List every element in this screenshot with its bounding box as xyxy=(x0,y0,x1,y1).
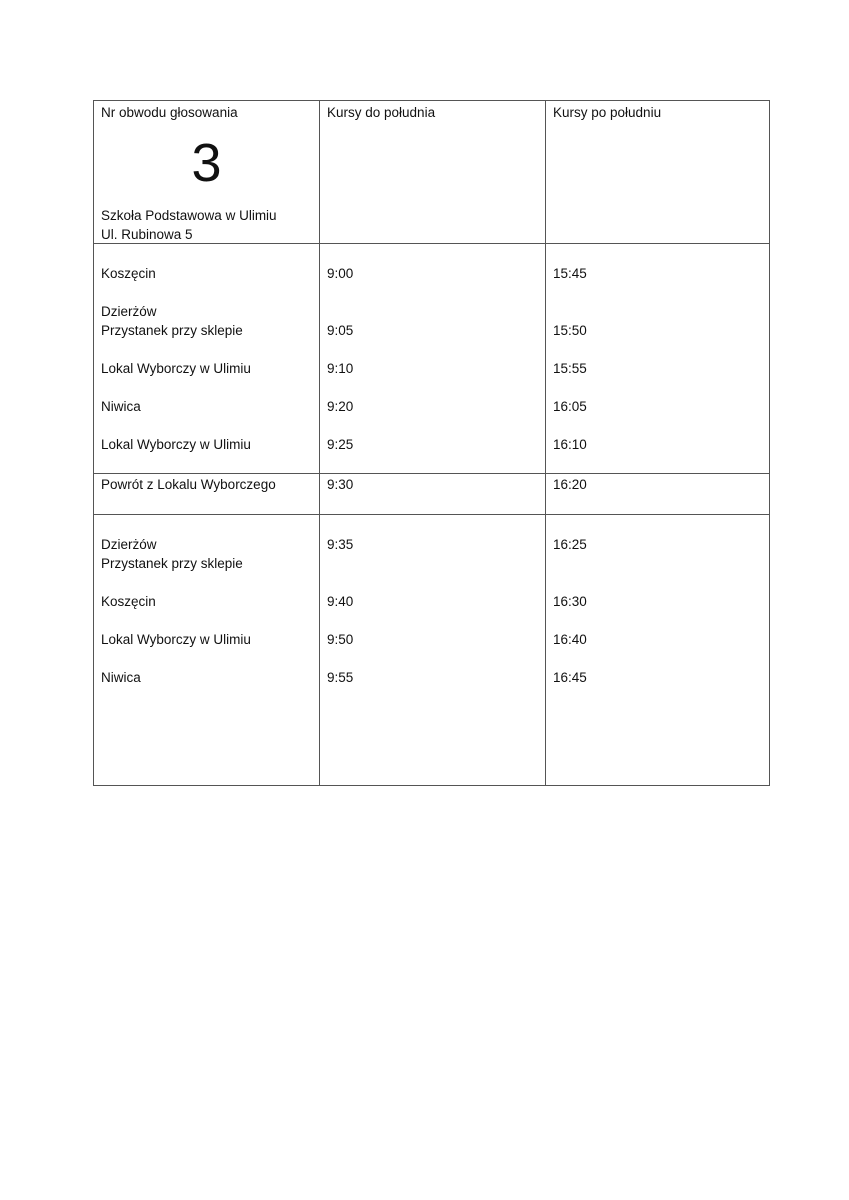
row-divider xyxy=(94,514,769,515)
morning-time: 9:05 xyxy=(327,323,354,338)
school-address: Ul. Rubinowa 5 xyxy=(101,227,193,242)
stop-name: Koszęcin xyxy=(101,266,156,281)
morning-time: 9:20 xyxy=(327,399,354,414)
district-label: Nr obwodu głosowania xyxy=(101,105,238,120)
return-afternoon-time: 16:20 xyxy=(553,477,587,492)
school-name: Szkoła Podstawowa w Ulimiu xyxy=(101,208,277,223)
afternoon-time: 16:40 xyxy=(553,632,587,647)
morning-time: 9:25 xyxy=(327,437,354,452)
stop-detail: Przystanek przy sklepie xyxy=(101,323,243,338)
afternoon-time: 16:10 xyxy=(553,437,587,452)
morning-header: Kursy do południa xyxy=(327,105,436,120)
column-divider xyxy=(319,101,320,785)
row-divider xyxy=(94,243,769,244)
morning-time: 9:00 xyxy=(327,266,354,281)
afternoon-header: Kursy po południu xyxy=(553,105,662,120)
afternoon-time: 16:25 xyxy=(553,537,587,552)
stop-detail: Przystanek przy sklepie xyxy=(101,556,243,571)
morning-time: 9:35 xyxy=(327,537,354,552)
morning-time: 9:40 xyxy=(327,594,354,609)
return-stop-name: Powrót z Lokalu Wyborczego xyxy=(101,477,276,492)
morning-time: 9:55 xyxy=(327,670,354,685)
stop-name: Koszęcin xyxy=(101,594,156,609)
return-morning-time: 9:30 xyxy=(327,477,354,492)
stop-name: Niwica xyxy=(101,399,141,414)
stop-name: Dzierżów xyxy=(101,304,157,319)
afternoon-time: 16:30 xyxy=(553,594,587,609)
district-number: 3 xyxy=(191,133,222,193)
row-divider xyxy=(94,473,769,474)
afternoon-time: 15:55 xyxy=(553,361,587,376)
afternoon-time: 15:45 xyxy=(553,266,587,281)
stop-name: Lokal Wyborczy w Ulimiu xyxy=(101,632,251,647)
stop-name: Niwica xyxy=(101,670,141,685)
afternoon-time: 16:45 xyxy=(553,670,587,685)
bus-schedule-table xyxy=(93,100,770,786)
stop-name: Lokal Wyborczy w Ulimiu xyxy=(101,361,251,376)
stop-name: Dzierżów xyxy=(101,537,157,552)
afternoon-time: 16:05 xyxy=(553,399,587,414)
column-divider xyxy=(545,101,546,785)
stop-name: Lokal Wyborczy w Ulimiu xyxy=(101,437,251,452)
morning-time: 9:10 xyxy=(327,361,354,376)
morning-time: 9:50 xyxy=(327,632,354,647)
afternoon-time: 15:50 xyxy=(553,323,587,338)
